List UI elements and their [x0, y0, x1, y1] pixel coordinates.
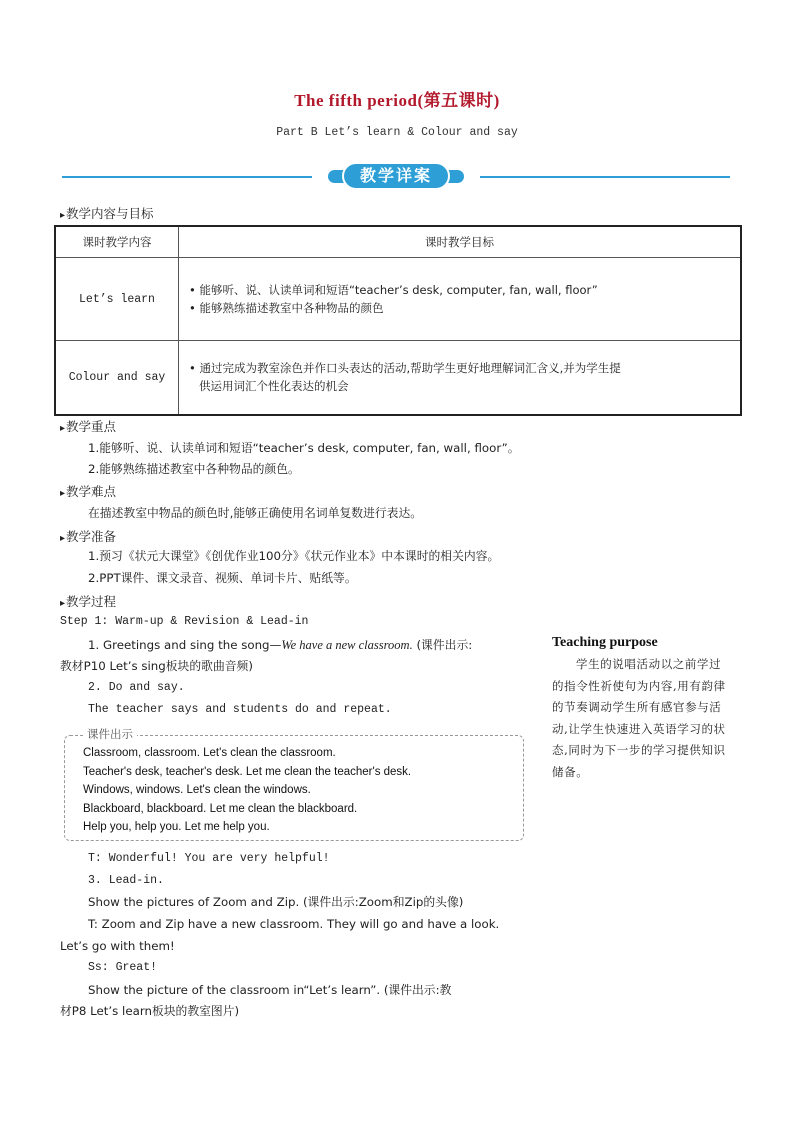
banner-label: 教学详案: [342, 162, 450, 190]
process-item-3: 3. Lead-in.: [88, 874, 164, 887]
courseware-box: [64, 727, 524, 841]
banner-pill: [328, 162, 464, 190]
song-title: We have a new classroom.: [281, 638, 413, 652]
table-row: [55, 258, 741, 341]
courseware-line: Classroom, classroom. Let's clean the classroom.: [83, 747, 336, 759]
teacher-line-zoom-continued: Let’s go with them!: [60, 939, 175, 953]
show-zoom-zip: Show the pictures of Zoom and Zip. (课件出示:Zoom和Zip的头像): [88, 895, 464, 909]
table-header-row: [55, 226, 741, 258]
banner-line-left: [62, 176, 312, 178]
section-heading-difficulties: ▸ 教学难点: [60, 482, 116, 500]
courseware-line: Help you, help you. Let me help you.: [83, 821, 270, 833]
section-banner: [62, 160, 730, 194]
banner-line-right: [480, 176, 730, 178]
table-cell-goals: [179, 258, 742, 341]
goal-item-continued: 供运用词汇个性化表达的机会: [199, 379, 349, 394]
preparation-1: 1.预习《状元大课堂》《创优作业100分》《状元作业本》中本课时的相关内容。: [88, 549, 500, 563]
show-classroom-continued: 材P8 Let’s learn板块的教室图片): [60, 1004, 240, 1018]
process-item-1: 1. Greetings and sing the song—We have a new classroom. (课件出示:: [88, 638, 473, 652]
section-heading-preparation: ▸ 教学准备: [60, 527, 116, 545]
process-item-2: 2. Do and say.: [88, 681, 185, 694]
table-header-content: 课时教学内容: [55, 226, 179, 258]
table-cell-content: Let’s learn: [55, 258, 179, 341]
table-cell-goals: [179, 341, 742, 415]
table-row: [55, 341, 741, 415]
section-heading-key-points: ▸ 教学重点: [60, 417, 116, 435]
courseware-line: Windows, windows. Let's clean the windows.: [83, 784, 311, 796]
difficulty-text: 在描述教室中物品的颜色时,能够正确使用名词单复数进行表达。: [88, 506, 423, 520]
preparation-2: 2.PPT课件、课文录音、视频、单词卡片、贴纸等。: [88, 571, 357, 585]
teaching-purpose-body: 学生的说唱活动以之前学过的指令性祈使句为内容,用有韵律的节奏调动学生所有感官参与活动,让学生快速进入英语学习的状态,同时为下一步的学习提供知识储备。: [552, 657, 726, 779]
teaching-purpose-title: Teaching purpose: [552, 635, 658, 650]
goal-item: • 通过完成为教室涂色并作口头表达的活动,帮助学生更好地理解词汇含义,并为学生提: [189, 361, 621, 376]
section-heading-process: ▸ 教学过程: [60, 592, 116, 610]
teacher-line-wonderful: T: Wonderful! You are very helpful!: [88, 852, 330, 865]
students-line-great: Ss: Great!: [88, 961, 158, 974]
goals-table: [54, 225, 742, 416]
process-item-1-continued: 教材P10 Let’s sing板块的歌曲音频): [60, 659, 253, 673]
teacher-line-zoom: T: Zoom and Zip have a new classroom. They will go and have a look.: [88, 917, 500, 931]
step-1-heading: Step 1: Warm-up & Revision & Lead-in: [60, 615, 309, 628]
process-item-2-desc: The teacher says and students do and repeat.: [88, 703, 392, 716]
courseware-tag: 课件出示: [83, 726, 137, 742]
key-point-2: 2.能够熟练描述教室中各种物品的颜色。: [88, 462, 300, 476]
page-subtitle: Part B Let’s learn & Colour and say: [276, 126, 518, 139]
table-cell-content: Colour and say: [55, 341, 179, 415]
page-title: The fifth period(第五课时): [294, 91, 500, 110]
show-classroom: Show the picture of the classroom in“Let’s learn”. (课件出示:教: [88, 983, 452, 997]
section-heading-content-goals: ▸ 教学内容与目标: [60, 204, 154, 222]
goal-item: • 能够熟练描述教室中各种物品的颜色: [189, 301, 384, 315]
table-header-goals: 课时教学目标: [179, 226, 742, 258]
goal-item: • 能够听、说、认读单词和短语“teacher’s desk, computer, fan, wall, floor”: [189, 283, 598, 297]
courseware-line: Teacher's desk, teacher's desk. Let me clean the teacher's desk.: [83, 766, 412, 778]
courseware-line: Blackboard, blackboard. Let me clean the blackboard.: [83, 803, 358, 815]
key-point-1: 1.能够听、说、认读单词和短语“teacher’s desk, computer, fan, wall, floor”。: [88, 441, 520, 455]
